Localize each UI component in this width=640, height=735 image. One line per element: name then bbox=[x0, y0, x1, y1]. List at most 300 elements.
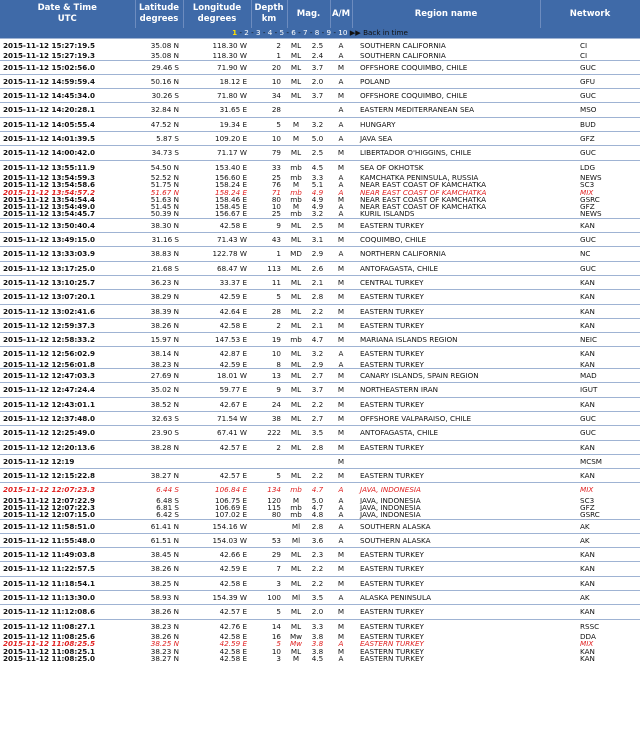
table-row[interactable] bbox=[0, 519, 640, 533]
event-datetime[interactable]: 2015-11-12 11:08:25.5 bbox=[3, 640, 95, 648]
event-datetime[interactable]: 2015-11-12 13:54:57.2 bbox=[3, 188, 95, 196]
event-am: A bbox=[338, 654, 344, 663]
table-row[interactable] bbox=[0, 89, 640, 103]
page-link-8[interactable]: 8 bbox=[314, 28, 320, 38]
event-depth: 5 bbox=[251, 290, 287, 304]
event-am: A bbox=[330, 519, 352, 533]
table-row[interactable] bbox=[0, 511, 640, 519]
header-depth[interactable]: Depth km bbox=[251, 0, 287, 28]
event-datetime[interactable]: 2015-11-12 12:19 bbox=[0, 454, 135, 468]
event-am: A bbox=[338, 511, 344, 520]
event-magnitude: 3.2 bbox=[305, 347, 330, 361]
event-am: M bbox=[330, 146, 352, 160]
event-longitude: 107.02 E bbox=[215, 511, 247, 520]
event-mag-type: ML bbox=[287, 469, 305, 483]
event-datetime[interactable]: 2015-11-12 15:02:56.0 bbox=[0, 60, 135, 74]
event-mag-type: MD bbox=[287, 247, 305, 261]
header-datetime[interactable]: Date & Time UTC bbox=[0, 0, 135, 28]
event-depth: 25 bbox=[271, 173, 281, 182]
event-region: ANTOFAGASTA, CHILE bbox=[352, 261, 540, 275]
event-magnitude: 2.1 bbox=[305, 318, 330, 332]
table-row[interactable] bbox=[0, 39, 640, 53]
event-magnitude: 5.0 bbox=[311, 496, 324, 504]
event-region: SOUTHERN ALASKA bbox=[352, 533, 540, 547]
event-datetime[interactable]: 2015-11-12 13:49:15.0 bbox=[0, 233, 135, 247]
event-datetime[interactable]: 2015-11-12 12:07:15.0 bbox=[3, 511, 95, 520]
event-network: MAD bbox=[540, 369, 640, 383]
event-datetime[interactable]: 2015-11-12 11:13:30.0 bbox=[0, 591, 135, 605]
event-longitude: 18.12 E bbox=[183, 74, 251, 88]
event-mag-type: ML bbox=[287, 411, 305, 425]
event-mag-type: ML bbox=[287, 261, 305, 275]
event-magnitude: 3.5 bbox=[305, 426, 330, 440]
event-datetime[interactable]: 2015-11-12 11:49:03.8 bbox=[0, 548, 135, 562]
event-am: M bbox=[330, 369, 352, 383]
event-datetime[interactable]: 2015-11-12 13:07:20.1 bbox=[0, 290, 135, 304]
event-mag-type: ML bbox=[287, 218, 305, 232]
event-am: A bbox=[338, 360, 344, 369]
page-separator: - bbox=[260, 28, 268, 38]
header-region[interactable]: Region name bbox=[352, 0, 540, 28]
event-datetime[interactable]: 2015-11-12 13:54:54.4 bbox=[3, 195, 95, 204]
event-am: A bbox=[330, 533, 352, 547]
event-datetime[interactable]: 2015-11-12 14:20:28.1 bbox=[0, 103, 135, 117]
event-depth: 16 bbox=[271, 632, 281, 641]
event-am: A bbox=[330, 347, 352, 361]
event-mag-type: M bbox=[287, 132, 305, 146]
table-row[interactable] bbox=[0, 469, 640, 483]
event-magnitude bbox=[305, 454, 330, 468]
table-row[interactable] bbox=[0, 218, 640, 232]
event-datetime[interactable]: 2015-11-12 12:37:48.0 bbox=[0, 411, 135, 425]
event-mag-type: ML bbox=[287, 440, 305, 454]
table-row[interactable] bbox=[0, 640, 640, 647]
event-depth: 120 bbox=[267, 496, 281, 504]
event-magnitude: 2.5 bbox=[305, 146, 330, 160]
event-am: M bbox=[330, 576, 352, 590]
event-datetime[interactable]: 2015-11-12 12:07:22.3 bbox=[3, 503, 95, 512]
event-network: GSRC bbox=[580, 511, 600, 520]
event-region: JAVA, INDONESIA bbox=[352, 483, 540, 497]
event-latitude: 27.69 N bbox=[135, 369, 183, 383]
event-network: CI bbox=[540, 39, 640, 53]
event-datetime[interactable]: 2015-11-12 12:58:33.2 bbox=[0, 333, 135, 347]
table-row[interactable] bbox=[0, 440, 640, 454]
event-magnitude: 3.7 bbox=[305, 89, 330, 103]
event-latitude: 38.52 N bbox=[135, 397, 183, 411]
event-am: M bbox=[330, 318, 352, 332]
event-longitude: 154.03 W bbox=[183, 533, 251, 547]
table-row[interactable] bbox=[0, 304, 640, 318]
event-latitude: 35.02 N bbox=[135, 383, 183, 397]
table-row[interactable] bbox=[0, 74, 640, 88]
event-network: AK bbox=[540, 591, 640, 605]
table-row[interactable] bbox=[0, 318, 640, 332]
event-magnitude: 3.5 bbox=[305, 591, 330, 605]
table-row[interactable] bbox=[0, 633, 640, 640]
event-datetime[interactable]: 2015-11-12 12:25:49.0 bbox=[0, 426, 135, 440]
event-depth: 9 bbox=[251, 383, 287, 397]
event-am: M bbox=[330, 454, 352, 468]
event-magnitude: 2.8 bbox=[305, 440, 330, 454]
event-longitude: 122.78 W bbox=[183, 247, 251, 261]
event-datetime[interactable]: 2015-11-12 14:59:59.4 bbox=[0, 74, 135, 88]
event-datetime[interactable]: 2015-11-12 14:01:39.5 bbox=[0, 132, 135, 146]
event-magnitude bbox=[305, 103, 330, 117]
event-longitude: 154.16 W bbox=[183, 519, 251, 533]
table-row[interactable] bbox=[0, 103, 640, 117]
table-row[interactable] bbox=[0, 52, 640, 60]
event-region: OFFSHORE VALPARAISO, CHILE bbox=[352, 411, 540, 425]
event-depth: 10 bbox=[271, 647, 281, 655]
event-mag-type: ML bbox=[287, 426, 305, 440]
event-network: GUC bbox=[540, 60, 640, 74]
table-row[interactable] bbox=[0, 347, 640, 361]
event-network: GFZ bbox=[540, 132, 640, 146]
page-link-5[interactable]: 5 bbox=[279, 28, 285, 38]
table-row[interactable] bbox=[0, 397, 640, 411]
event-mag-type: M bbox=[292, 181, 300, 189]
event-network: NC bbox=[540, 247, 640, 261]
table-row[interactable] bbox=[0, 210, 640, 218]
table-row[interactable] bbox=[0, 160, 640, 174]
event-datetime[interactable]: 2015-11-12 12:59:37.3 bbox=[0, 318, 135, 332]
table-row[interactable] bbox=[0, 576, 640, 590]
page-link-7[interactable]: 7 bbox=[303, 28, 308, 38]
event-depth: 3 bbox=[251, 576, 287, 590]
event-latitude: 38.27 N bbox=[135, 469, 183, 483]
event-depth: 43 bbox=[251, 233, 287, 247]
page-link-1[interactable]: 1 bbox=[232, 28, 238, 38]
event-network: GUC bbox=[540, 261, 640, 275]
table-row[interactable] bbox=[0, 548, 640, 562]
event-region: EASTERN TURKEY bbox=[352, 605, 540, 619]
event-am: M bbox=[330, 469, 352, 483]
event-am: M bbox=[330, 333, 352, 347]
event-datetime[interactable]: 2015-11-12 13:02:41.6 bbox=[0, 304, 135, 318]
event-latitude bbox=[135, 454, 183, 468]
event-mag-type: ML bbox=[287, 383, 305, 397]
table-row[interactable] bbox=[0, 132, 640, 146]
event-longitude: 42.58 E bbox=[183, 318, 251, 332]
event-datetime[interactable]: 2015-11-12 12:20:13.6 bbox=[0, 440, 135, 454]
event-network: MSO bbox=[540, 103, 640, 117]
table-row[interactable] bbox=[0, 497, 640, 504]
event-datetime[interactable]: 2015-11-12 13:54:59.3 bbox=[3, 173, 95, 182]
event-magnitude: 3.8 bbox=[311, 640, 324, 648]
event-region: SOUTHERN CALIFORNIA bbox=[352, 39, 540, 53]
event-datetime[interactable]: 2015-11-12 13:17:25.0 bbox=[0, 261, 135, 275]
event-longitude: 42.58 E bbox=[219, 647, 247, 655]
event-datetime[interactable]: 2015-11-12 11:55:48.0 bbox=[0, 533, 135, 547]
table-row[interactable] bbox=[0, 591, 640, 605]
event-longitude: 118.30 W bbox=[183, 39, 251, 53]
event-longitude: 158.24 E bbox=[215, 188, 247, 196]
event-region: EASTERN TURKEY bbox=[352, 290, 540, 304]
event-datetime[interactable]: 2015-11-12 13:54:58.6 bbox=[3, 181, 95, 189]
event-network: GUC bbox=[540, 89, 640, 103]
table-row[interactable] bbox=[0, 275, 640, 289]
event-region: CENTRAL TURKEY bbox=[352, 275, 540, 289]
event-datetime[interactable]: 2015-11-12 12:43:01.1 bbox=[0, 397, 135, 411]
table-row[interactable] bbox=[0, 174, 640, 181]
table-row[interactable] bbox=[0, 261, 640, 275]
event-depth: 9 bbox=[251, 218, 287, 232]
table-row[interactable] bbox=[0, 383, 640, 397]
event-region: OFFSHORE COQUIMBO, CHILE bbox=[352, 60, 540, 74]
event-depth: 19 bbox=[251, 333, 287, 347]
event-magnitude: 4.7 bbox=[305, 483, 330, 497]
table-row[interactable] bbox=[0, 648, 640, 655]
event-longitude: 158.46 E bbox=[215, 195, 247, 204]
event-datetime[interactable]: 2015-11-12 12:47:03.3 bbox=[0, 369, 135, 383]
event-datetime[interactable]: 2015-11-12 13:54:49.0 bbox=[3, 203, 95, 211]
event-am: A bbox=[338, 181, 344, 189]
event-datetime[interactable]: 2015-11-12 12:56:02.9 bbox=[0, 347, 135, 361]
event-network: KAN bbox=[540, 218, 640, 232]
event-longitude bbox=[183, 454, 251, 468]
event-latitude: 47.52 N bbox=[135, 117, 183, 131]
event-magnitude: 4.5 bbox=[311, 654, 324, 663]
event-latitude: 50.39 N bbox=[150, 210, 179, 219]
event-datetime[interactable]: 2015-11-12 11:12:08.6 bbox=[0, 605, 135, 619]
event-region: JAVA SEA bbox=[352, 132, 540, 146]
table-row[interactable] bbox=[0, 333, 640, 347]
event-am: A bbox=[338, 640, 344, 648]
table-row[interactable] bbox=[0, 189, 640, 196]
event-magnitude: 2.2 bbox=[305, 304, 330, 318]
event-mag-type: ML bbox=[290, 360, 302, 369]
event-datetime[interactable]: 2015-11-12 11:08:27.1 bbox=[0, 619, 135, 633]
page-link-6[interactable]: 6 bbox=[291, 28, 296, 38]
table-row[interactable] bbox=[0, 533, 640, 547]
event-depth: 10 bbox=[251, 132, 287, 146]
page-link-3[interactable]: 3 bbox=[256, 28, 261, 38]
event-region: EASTERN TURKEY bbox=[360, 654, 424, 663]
event-region: NEAR EAST COAST OF KAMCHATKA bbox=[360, 188, 487, 196]
event-mag-type: mb bbox=[290, 188, 302, 196]
event-datetime[interactable]: 2015-11-12 13:54:45.7 bbox=[3, 210, 95, 219]
event-am: A bbox=[330, 247, 352, 261]
table-row[interactable] bbox=[0, 247, 640, 261]
table-row[interactable] bbox=[0, 146, 640, 160]
event-datetime[interactable]: 2015-11-12 11:22:57.5 bbox=[0, 562, 135, 576]
table-row[interactable] bbox=[0, 181, 640, 188]
event-datetime[interactable]: 2015-11-12 12:07:22.9 bbox=[3, 496, 95, 504]
event-mag-type: ML bbox=[287, 347, 305, 361]
event-datetime[interactable]: 2015-11-12 12:15:22.8 bbox=[0, 469, 135, 483]
event-mag-type: M bbox=[292, 496, 300, 504]
event-depth: 20 bbox=[251, 60, 287, 74]
table-row[interactable] bbox=[0, 655, 640, 662]
event-am: M bbox=[330, 548, 352, 562]
page-separator: - bbox=[295, 28, 304, 38]
event-region: SOUTHERN CALIFORNIA bbox=[360, 52, 446, 61]
event-am: M bbox=[330, 619, 352, 633]
forward-arrows-icon[interactable]: ▶▶ bbox=[347, 28, 364, 38]
table-row[interactable] bbox=[0, 233, 640, 247]
page-link-4[interactable]: 4 bbox=[267, 28, 273, 38]
table-row[interactable] bbox=[0, 361, 640, 369]
table-row[interactable] bbox=[0, 454, 640, 468]
event-latitude: 6.81 S bbox=[156, 503, 179, 512]
table-row[interactable] bbox=[0, 426, 640, 440]
event-depth: 100 bbox=[251, 591, 287, 605]
event-depth: 34 bbox=[251, 89, 287, 103]
event-mag-type: ML bbox=[290, 52, 302, 61]
event-datetime[interactable]: 2015-11-12 13:55:11.9 bbox=[0, 160, 135, 174]
event-magnitude: 4.5 bbox=[305, 160, 330, 174]
header-network[interactable]: Network bbox=[540, 0, 640, 28]
event-network: KAN bbox=[540, 275, 640, 289]
event-network: GUC bbox=[540, 233, 640, 247]
event-network: CI bbox=[580, 52, 588, 61]
event-network: KAN bbox=[540, 548, 640, 562]
event-longitude: 71.90 W bbox=[183, 60, 251, 74]
event-longitude: 156.60 E bbox=[215, 173, 247, 182]
event-datetime[interactable]: 2015-11-12 13:10:25.7 bbox=[0, 275, 135, 289]
event-datetime[interactable]: 2015-11-12 11:08:25.6 bbox=[3, 632, 95, 641]
event-latitude: 38.25 N bbox=[150, 640, 179, 648]
event-mag-type: M bbox=[287, 117, 305, 131]
event-am: M bbox=[330, 275, 352, 289]
event-datetime[interactable]: 2015-11-12 14:00:42.0 bbox=[0, 146, 135, 160]
event-depth: 5 bbox=[251, 117, 287, 131]
back-in-time-link[interactable]: Back in time bbox=[363, 28, 408, 38]
event-network: GUC bbox=[540, 426, 640, 440]
event-longitude: 109.20 E bbox=[183, 132, 251, 146]
table-row[interactable] bbox=[0, 290, 640, 304]
event-depth: 3 bbox=[276, 654, 281, 663]
event-am: M bbox=[330, 397, 352, 411]
page-link-2[interactable]: 2 bbox=[244, 28, 249, 38]
table-row[interactable] bbox=[0, 562, 640, 576]
event-network: RSSC bbox=[540, 619, 640, 633]
event-network: SC3 bbox=[580, 496, 595, 504]
event-network: DDA bbox=[580, 632, 596, 641]
event-am: A bbox=[338, 496, 344, 504]
event-longitude: 156.67 E bbox=[215, 210, 247, 219]
event-am: M bbox=[330, 562, 352, 576]
table-row[interactable] bbox=[0, 504, 640, 511]
event-latitude: 51.63 N bbox=[150, 195, 179, 204]
event-network: LDG bbox=[540, 160, 640, 174]
event-region: EASTERN MEDITERRANEAN SEA bbox=[352, 103, 540, 117]
event-longitude: 154.39 W bbox=[183, 591, 251, 605]
event-network: KAN bbox=[540, 318, 640, 332]
table-row[interactable] bbox=[0, 117, 640, 131]
page-link-9[interactable]: 9 bbox=[326, 28, 332, 38]
event-datetime[interactable]: 2015-11-12 13:50:40.4 bbox=[0, 218, 135, 232]
event-region bbox=[352, 454, 540, 468]
event-depth: 5 bbox=[251, 469, 287, 483]
event-network: KAN bbox=[540, 605, 640, 619]
page-link-10[interactable]: 10 bbox=[338, 28, 348, 38]
event-longitude: 68.47 W bbox=[183, 261, 251, 275]
table-row[interactable] bbox=[0, 196, 640, 203]
event-latitude: 58.93 N bbox=[135, 591, 183, 605]
event-region: HUNGARY bbox=[352, 117, 540, 131]
event-latitude: 38.26 N bbox=[135, 318, 183, 332]
event-magnitude: 3.2 bbox=[311, 210, 324, 219]
event-magnitude: 3.7 bbox=[305, 60, 330, 74]
event-datetime[interactable]: 2015-11-12 11:08:25.1 bbox=[3, 647, 95, 655]
event-datetime[interactable]: 2015-11-12 12:56:01.8 bbox=[3, 360, 95, 369]
event-datetime[interactable]: 2015-11-12 13:33:03.9 bbox=[0, 247, 135, 261]
event-datetime[interactable]: 2015-11-12 14:45:34.0 bbox=[0, 89, 135, 103]
header-am[interactable]: A/M bbox=[330, 0, 352, 28]
table-row[interactable] bbox=[0, 60, 640, 74]
header-longitude[interactable]: Longitude degrees bbox=[183, 0, 251, 28]
event-mag-type: M bbox=[292, 203, 300, 211]
event-latitude: 38.23 N bbox=[150, 647, 179, 655]
event-region: ANTOFAGASTA, CHILE bbox=[352, 426, 540, 440]
event-datetime[interactable]: 2015-11-12 12:47:24.4 bbox=[0, 383, 135, 397]
event-network: NEWS bbox=[580, 210, 602, 219]
event-datetime[interactable]: 2015-11-12 11:58:51.0 bbox=[0, 519, 135, 533]
event-region: CANARY ISLANDS, SPAIN REGION bbox=[352, 369, 540, 383]
event-latitude: 38.39 N bbox=[135, 304, 183, 318]
event-longitude: 42.57 E bbox=[183, 605, 251, 619]
event-network: BUD bbox=[540, 117, 640, 131]
event-longitude: 42.66 E bbox=[183, 548, 251, 562]
event-region: EASTERN TURKEY bbox=[352, 562, 540, 576]
table-row[interactable] bbox=[0, 605, 640, 619]
event-am: A bbox=[338, 188, 344, 196]
event-depth: 80 bbox=[271, 195, 281, 204]
event-depth: 80 bbox=[271, 511, 281, 520]
event-am: A bbox=[330, 132, 352, 146]
event-datetime[interactable]: 2015-11-12 15:27:19.5 bbox=[0, 39, 135, 53]
event-datetime[interactable]: 2015-11-12 12:07:23.3 bbox=[0, 483, 135, 497]
event-datetime[interactable]: 2015-11-12 14:05:55.4 bbox=[0, 117, 135, 131]
event-depth: 10 bbox=[251, 347, 287, 361]
event-region: LIBERTADOR O'HIGGINS, CHILE bbox=[352, 146, 540, 160]
event-depth bbox=[251, 454, 287, 468]
event-datetime[interactable]: 2015-11-12 11:18:54.1 bbox=[0, 576, 135, 590]
event-longitude: 106.69 E bbox=[215, 503, 247, 512]
table-row[interactable] bbox=[0, 411, 640, 425]
event-depth: 115 bbox=[267, 503, 281, 512]
event-datetime[interactable]: 2015-11-12 15:27:19.3 bbox=[3, 52, 95, 61]
event-latitude: 38.23 N bbox=[150, 360, 179, 369]
header-magnitude[interactable]: Mag. bbox=[287, 0, 330, 28]
event-magnitude: 2.5 bbox=[305, 39, 330, 53]
event-latitude: 31.16 S bbox=[135, 233, 183, 247]
event-depth: 24 bbox=[251, 397, 287, 411]
event-depth: 10 bbox=[251, 74, 287, 88]
header-latitude[interactable]: Latitude degrees bbox=[135, 0, 183, 28]
table-row[interactable] bbox=[0, 483, 640, 497]
event-mag-type: Ml bbox=[287, 519, 305, 533]
event-magnitude: 2.2 bbox=[305, 397, 330, 411]
event-am: A bbox=[338, 210, 344, 219]
event-am: M bbox=[330, 160, 352, 174]
table-row[interactable] bbox=[0, 369, 640, 383]
event-region: EASTERN TURKEY bbox=[360, 640, 424, 648]
event-latitude: 5.87 S bbox=[135, 132, 183, 146]
event-latitude: 38.26 N bbox=[135, 562, 183, 576]
table-row[interactable] bbox=[0, 619, 640, 633]
event-longitude: 42.58 E bbox=[183, 576, 251, 590]
event-depth: 11 bbox=[251, 275, 287, 289]
event-longitude: 42.59 E bbox=[219, 640, 247, 648]
event-datetime[interactable]: 2015-11-12 11:08:25.0 bbox=[3, 654, 95, 663]
event-magnitude: 4.9 bbox=[311, 188, 324, 196]
event-depth: 13 bbox=[251, 369, 287, 383]
table-row[interactable] bbox=[0, 203, 640, 210]
event-region: EASTERN TURKEY bbox=[360, 360, 424, 369]
